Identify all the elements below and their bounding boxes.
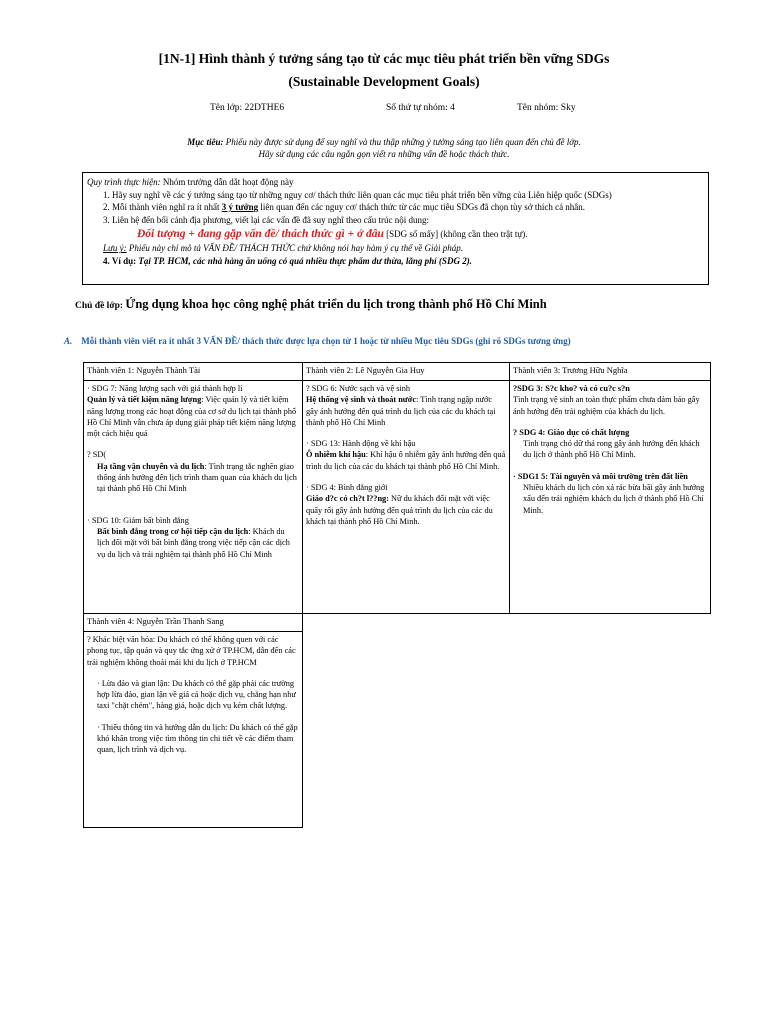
procedure-step4: 4. Ví dụ: Tại TP. HCM, các nhà hàng ăn uống có quá nhiều thực phẩm dư thừa, lãng phí (SDG 2).: [103, 255, 472, 266]
member2-name: Thành viên 2: Lê Nguyễn Gia Huy: [303, 363, 510, 381]
procedure-step3: 3. Liên hệ đến bối cảnh địa phương, viết lại các vấn đề đã suy nghĩ theo cấu trúc nội dung:: [103, 214, 430, 225]
group-name: Tên nhóm: Sky: [517, 103, 576, 113]
procedure-step2: 2. Mỗi thành viên nghĩ ra ít nhất 3 ý tưởng liên quan đến các nguy cơ/ thách thức từ các mục tiêu SDGs đã chọn tùy sở thích cá nhân.: [103, 202, 586, 213]
member2-ideas: ? SDG 6: Nước sạch và vệ sinh Hệ thống vệ sinh và thoát nước: Tình trạng ngập nước gây ảnh hưởng đến quá trình du lịch của các du khách tại thành phố Hồ Chí Minh · SDG 13: Hành động về khí hậu Ô nhiễm khí hậu: Khí hậu ô nhiễm gây ảnh hưởng đến quá trình du lịch của các du khách tại thành phố Hồ Chí Minh. · SDG 4: Bình đẳng giới Giáo d?c có ch?t l??ng: Nữ du khách đối mặt với việc quấy rối gây ảnh hưởng đến quá trình du lịch của các du khách tại thành phố Hồ Chí Minh.: [303, 381, 510, 614]
class-topic: Chủ đề lớp: Ứng dụng khoa học công nghệ phát triển du lịch trong thành phố Hồ Chí Minh: [75, 297, 547, 311]
procedure-note: Lưu ý: Phiếu này chỉ mô tả VẤN ĐỀ/ THÁCH THỨC chứ không nói hay hàm ý cụ thể về Giải pháp.: [103, 243, 464, 254]
procedure-step1: 1. Hãy suy nghĩ về các ý tưởng sáng tạo từ những nguy cơ/ thách thức liên quan các mục tiêu phát triển bền vững của Liên hiệp quốc (SDGs): [103, 189, 612, 200]
page-title: [1N-1] Hình thành ý tưởng sáng tạo từ các mục tiêu phát triển bền vững SDGs: [158, 51, 610, 66]
procedure-structure: Đối tượng + đang gặp vấn đề/ thách thức gì + ở đâu [SDG số mấy] (không cần theo trật tự).: [137, 228, 528, 241]
page-subtitle: (Sustainable Development Goals): [288, 74, 480, 89]
section-a-heading: A. Mỗi thành viên viết ra ít nhất 3 VẤN ĐỀ/ thách thức được lựa chọn từ 1 hoặc từ nhiều Mục tiêu SDGs (ghi rõ SDGs tương ứng): [64, 336, 571, 346]
member3-name: Thành viên 3: Trương Hữu Nghĩa: [510, 363, 711, 381]
group-number: Số thứ tự nhóm: 4: [386, 103, 455, 113]
procedure-box: [82, 172, 709, 285]
procedure-intro: Quy trình thực hiện: Nhóm trưởng dẫn dắt hoạt động này: [87, 177, 294, 187]
goal-line1: Mục tiêu: Phiếu này được sử dụng để suy nghĩ và thu thập những ý tưởng sáng tạo liên quan đến chủ đề lớp.: [187, 137, 581, 147]
goal-label: Mục tiêu:: [187, 137, 224, 147]
member4-name: Thành viên 4: Nguyễn Trần Thanh Sang: [84, 614, 303, 632]
member1-ideas: · SDG 7: Năng lượng sạch với giá thành hợp lí Quản lý và tiết kiệm năng lượng: Việc quản lý và tiết kiệm năng lượng trong các hoạt động của cơ sở du lịch tại thành phố Hồ Chí Minh vẫn chưa áp dụng giải pháp tiết kiệm năng lượng một cách hiệu quả ? SD( Hạ tầng vận chuyển và du lịch: Tình trạng tắc nghẽn giao thông ảnh hưởng đến lịch trình tham quan của khách du lịch tại thành phố Hồ Chí Minh · SDG 10: Giảm bất bình đẳng Bất bình đẳng trong cơ hội tiếp cận du lịch: Khách du lịch đối mặt với bất bình đẳng trong việc tiếp cận các dịch vụ du lịch và trải nghiệm tại thành phố Hồ Chí Minh: [84, 381, 303, 614]
member4-ideas: ? Khác biệt văn hóa: Du khách có thể không quen với các phong tục, tập quán và quy tắc ứng xử ở TP.HCM, dẫn đến các trải nghiệm không thoải mái khi du lịch ở TP.HCM · Lừa đảo và gian lận: Du khách có thể gặp phải các trường hợp lừa đảo, gian lận về giá cả hoặc dịch vụ, chẳng hạn như taxi "chặt chém", hàng giả, hoặc dịch vụ kém chất lượng. · Thiếu thông tin và hướng dẫn du lịch: Du khách có thể gặp khó khăn trong việc tìm thông tin chi tiết về các điểm tham quan, lịch trình và dịch vụ.: [84, 632, 303, 828]
member3-ideas: ?SDG 3: S?c kho? và có cu?c s?n Tình trạng vệ sinh an toàn thực phẩm chưa đảm bảo gây ảnh hưởng đến trải nghiệm của khách du lịch. ? SDG 4: Giáo dục có chất lượng Tình trạng chó dữ thả rong gây ảnh hưởng đến khách du lịch ở thành phố Hồ Chí Minh. · SDG1 5: Tài nguyên và môi trường trên đất liền Nhiều khách du lịch còn xả rác bừa bãi gây ảnh hưởng xấu đến trải nghiệm khách du lịch ở thành phố Hồ Chí Minh.: [510, 381, 711, 614]
class-name: Tên lớp: 22DTHE6: [210, 103, 285, 113]
members-table: [83, 362, 711, 828]
goal-line2: Hãy sử dụng các câu ngắn gọn viết ra những vấn đề hoặc thách thức.: [258, 149, 510, 159]
member1-name: Thành viên 1: Nguyễn Thành Tài: [84, 363, 303, 381]
